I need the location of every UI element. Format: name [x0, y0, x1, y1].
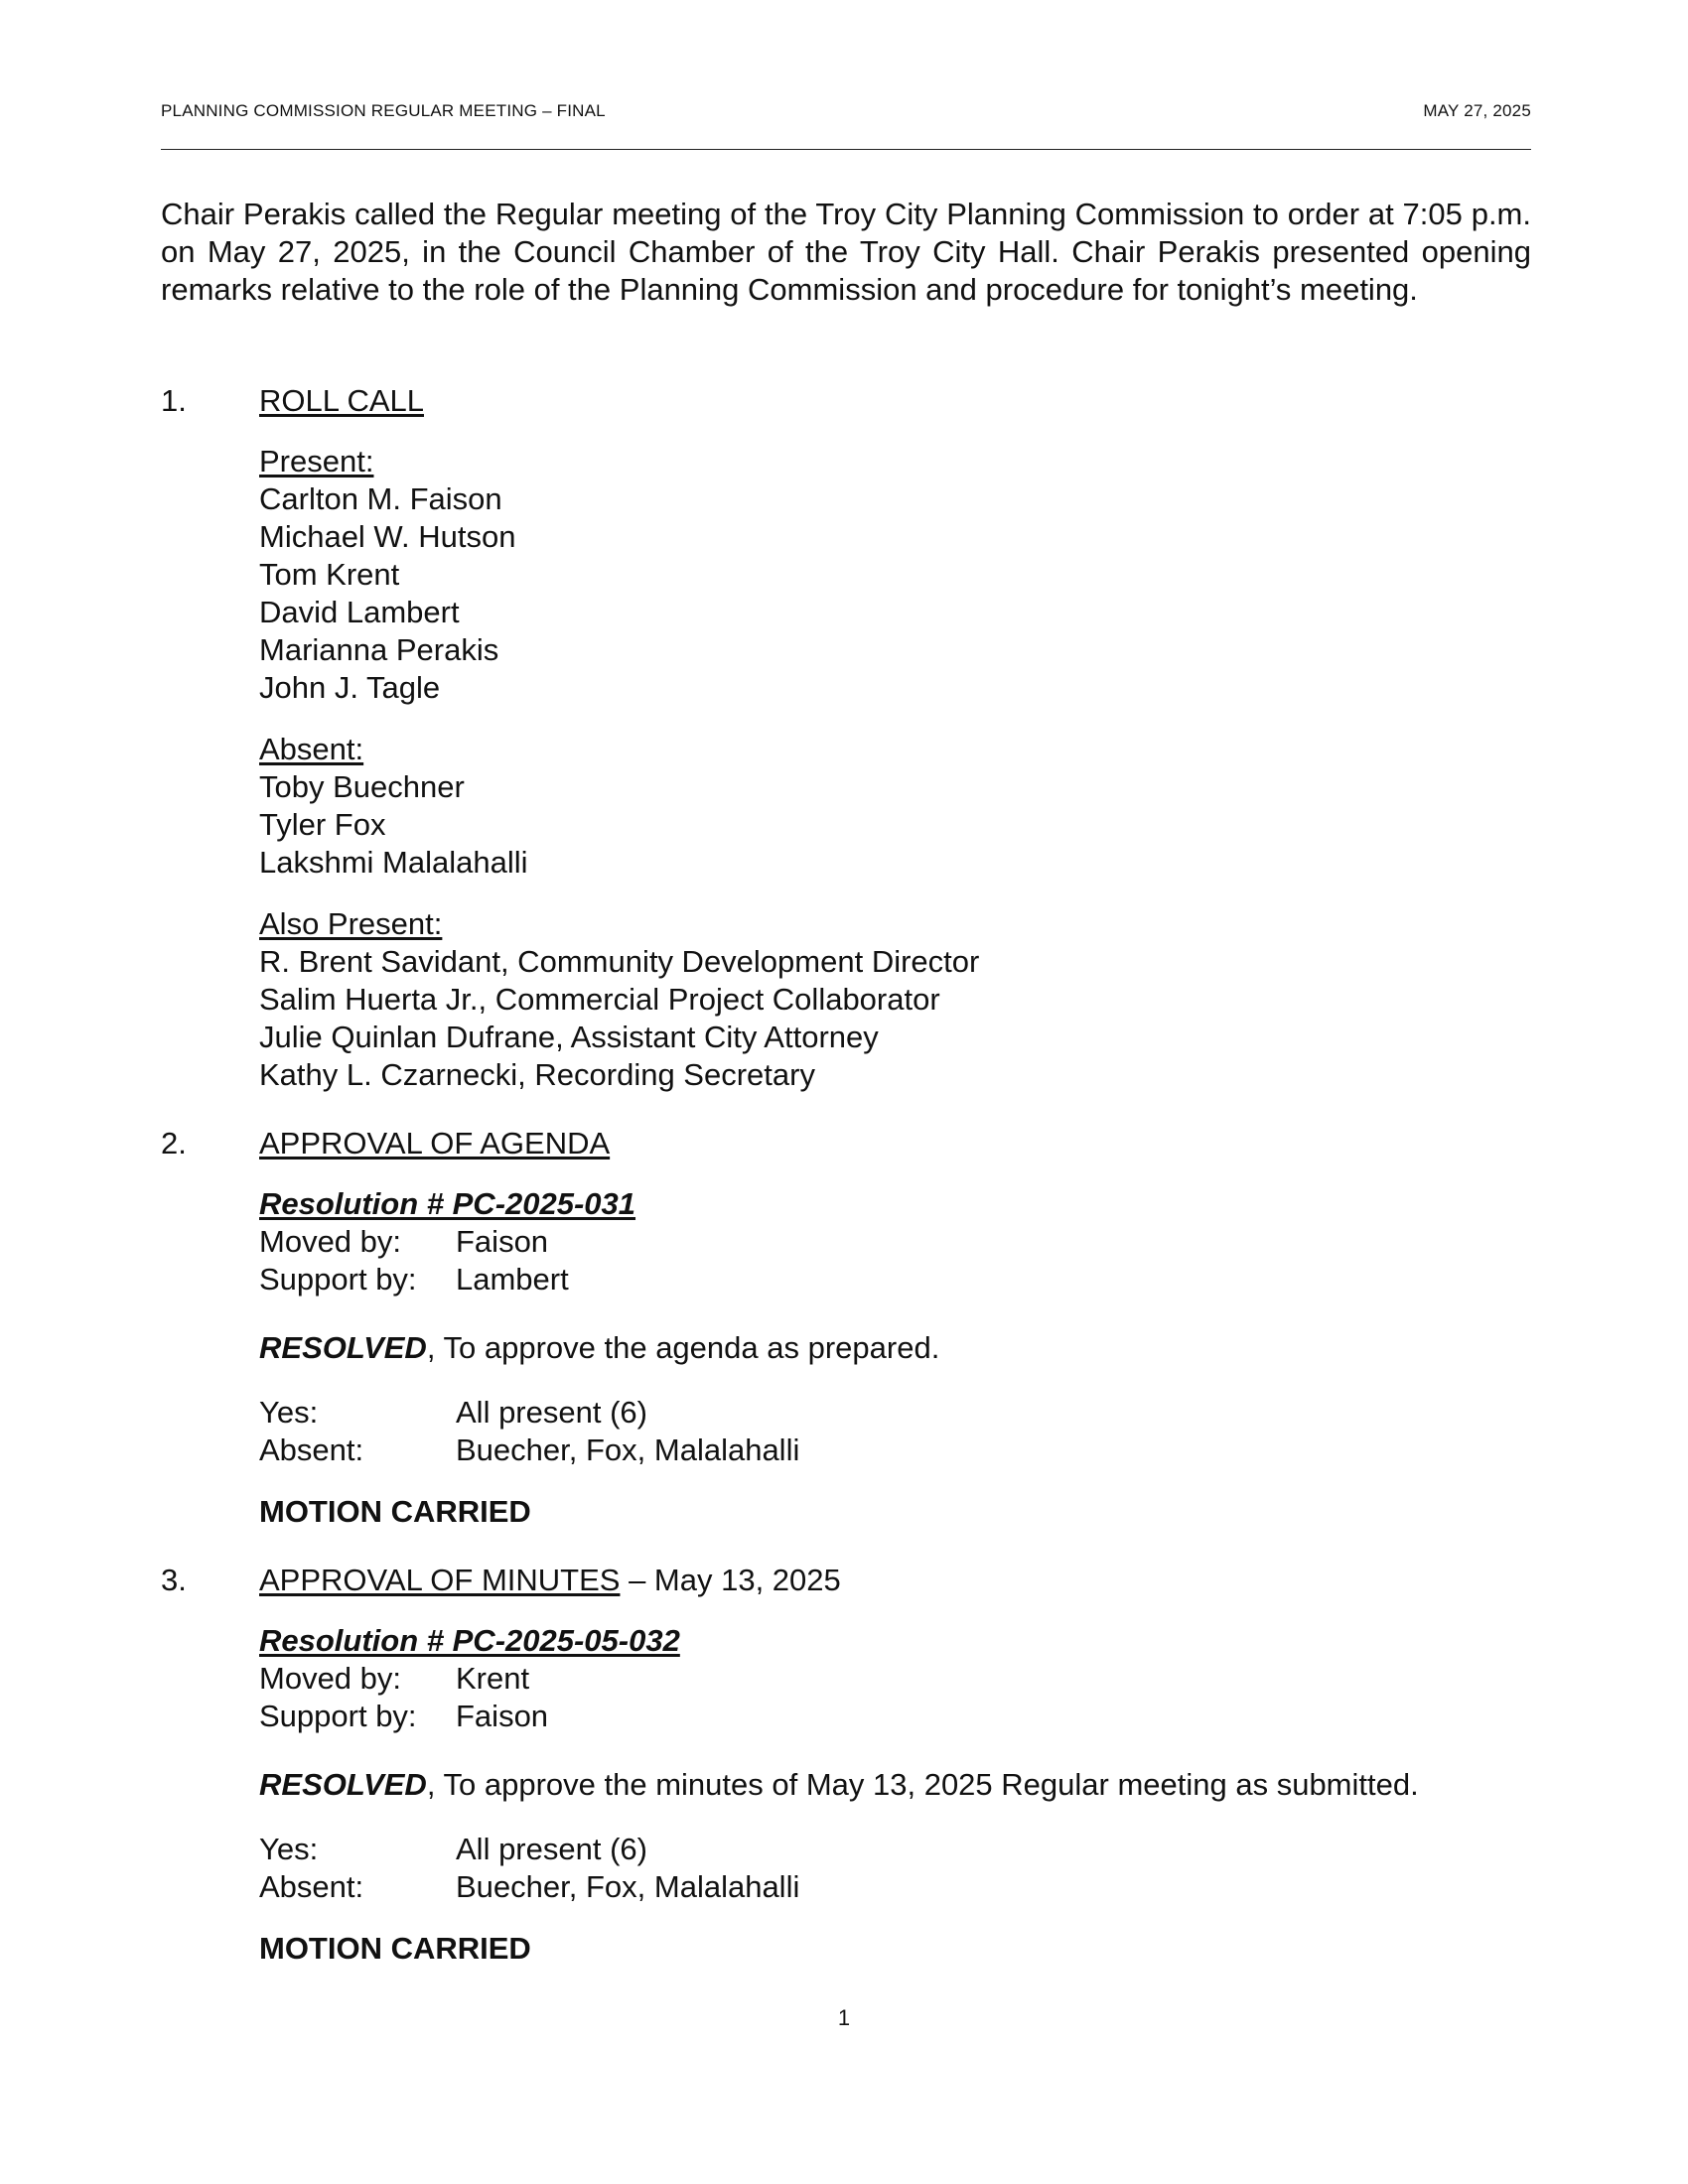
also-present-member: R. Brent Savidant, Community Development Director — [259, 944, 980, 979]
also-present-member: Julie Quinlan Dufrane, Assistant City Attorney — [259, 1020, 879, 1054]
vote-absent-label: Absent: — [259, 1433, 364, 1467]
resolved-text: , To approve the agenda as prepared. — [426, 1330, 940, 1365]
section-number-agenda: 2. — [161, 1126, 187, 1160]
vote-yes-label: Yes: — [259, 1395, 319, 1430]
also-present-member: Salim Huerta Jr., Commercial Project Collaborator — [259, 982, 940, 1017]
vote-absent-value: Buecher, Fox, Malalahalli — [456, 1433, 800, 1467]
motion-carried: MOTION CARRIED — [259, 1494, 531, 1529]
section-title-roll-call: ROLL CALL — [259, 383, 424, 418]
support-by-value: Faison — [456, 1699, 549, 1733]
vote-yes-label: Yes: — [259, 1832, 319, 1866]
vote-yes-value: All present (6) — [456, 1395, 647, 1430]
moved-by-label: Moved by: — [259, 1661, 402, 1696]
absent-member: Tyler Fox — [259, 807, 386, 842]
vote-yes-value: All present (6) — [456, 1832, 647, 1866]
minutes-resolution-block — [259, 1622, 680, 1735]
section-title-minutes — [259, 1563, 841, 1598]
section-number-roll-call: 1. — [161, 383, 187, 418]
moved-by-value: Faison — [456, 1224, 549, 1259]
support-by-label: Support by: — [259, 1262, 417, 1297]
resolved-text: , To approve the minutes of May 13, 2025 Regular meeting as submitted. — [426, 1767, 1419, 1802]
section-title-agenda: APPROVAL OF AGENDA — [259, 1126, 611, 1160]
moved-by-row — [259, 1223, 635, 1261]
moved-by-label: Moved by: — [259, 1224, 402, 1259]
vote-absent-value: Buecher, Fox, Malalahalli — [456, 1869, 800, 1904]
vote-yes-row — [259, 1394, 799, 1432]
present-member: Tom Krent — [259, 557, 400, 592]
agenda-resolved — [259, 1329, 939, 1367]
vote-absent-row — [259, 1432, 799, 1469]
support-by-value: Lambert — [456, 1262, 569, 1297]
present-member: Carlton M. Faison — [259, 481, 502, 516]
vote-absent-label: Absent: — [259, 1869, 364, 1904]
agenda-vote — [259, 1394, 799, 1469]
motion-carried: MOTION CARRIED — [259, 1931, 531, 1966]
page-number: 1 — [837, 2005, 851, 2030]
moved-by-value: Krent — [456, 1661, 530, 1696]
page-header — [161, 101, 1531, 121]
also-present-list — [259, 905, 979, 1094]
header-title: PLANNING COMMISSION REGULAR MEETING – FINAL — [161, 101, 606, 120]
present-label: Present: — [259, 444, 374, 478]
header-date: MAY 27, 2025 — [1423, 101, 1531, 120]
absent-member: Lakshmi Malalahalli — [259, 845, 528, 880]
absent-list — [259, 731, 528, 882]
header-rule — [161, 149, 1531, 150]
support-by-row — [259, 1698, 680, 1735]
agenda-resolution-block — [259, 1185, 635, 1298]
resolution-number: Resolution # PC-2025-031 — [259, 1186, 636, 1221]
also-present-member: Kathy L. Czarnecki, Recording Secretary — [259, 1057, 815, 1092]
absent-member: Toby Buechner — [259, 769, 465, 804]
moved-by-row — [259, 1660, 680, 1698]
resolved-keyword: RESOLVED — [259, 1767, 427, 1802]
support-by-row — [259, 1261, 635, 1298]
present-member: Marianna Perakis — [259, 632, 499, 667]
section-title-minutes-text: APPROVAL OF MINUTES — [259, 1563, 621, 1597]
intro-paragraph: Chair Perakis called the Regular meeting of the Troy City Planning Commission to order at 7:05 p.m. on May 27, 2025, in the Council Chamber of the Troy City Hall. Chair Perakis presented opening remarks relative to the role of the Planning Commission and procedure for tonight’s meeting. — [161, 197, 1531, 307]
support-by-label: Support by: — [259, 1699, 417, 1733]
absent-label: Absent: — [259, 732, 364, 766]
vote-absent-row — [259, 1868, 799, 1906]
section-number-minutes: 3. — [161, 1563, 187, 1597]
minutes-vote — [259, 1831, 799, 1906]
present-member: John J. Tagle — [259, 670, 441, 705]
resolved-keyword: RESOLVED — [259, 1330, 427, 1365]
present-list — [259, 443, 515, 707]
present-member: David Lambert — [259, 595, 460, 629]
also-present-label: Also Present: — [259, 906, 443, 941]
section-title-minutes-date: – May 13, 2025 — [620, 1563, 841, 1597]
resolution-number: Resolution # PC-2025-05-032 — [259, 1623, 680, 1658]
present-member: Michael W. Hutson — [259, 519, 516, 554]
vote-yes-row — [259, 1831, 799, 1868]
minutes-resolved — [259, 1766, 1419, 1804]
